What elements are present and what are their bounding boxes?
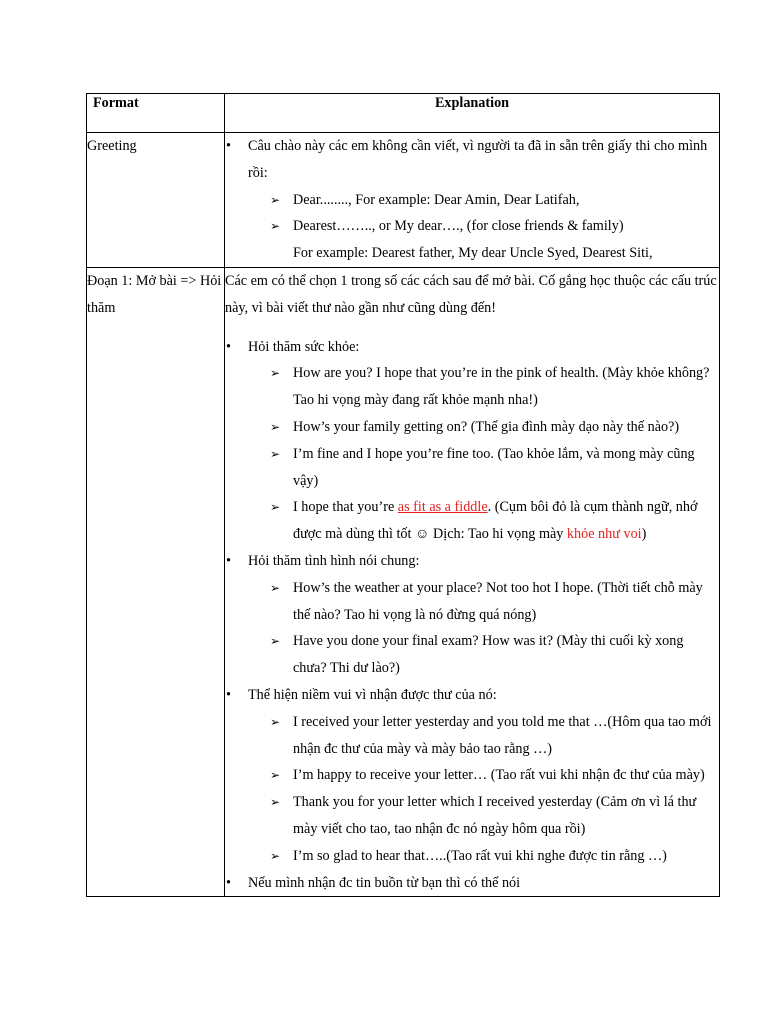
fiddle-idiom: as fit as a fiddle	[397, 499, 488, 516]
general-bullet: • Hỏi thăm tình hình nói chung:	[225, 548, 719, 575]
greeting-label: Greeting	[87, 133, 225, 268]
doan1-explanation	[225, 267, 720, 896]
joy-item: ➢ Thank you for your letter which I received yesterday (Cảm ơn vì lá thư mày viết cho tao, tao nhận đc nó ngày hôm qua rồi)	[225, 789, 719, 843]
format-header: Format	[87, 94, 225, 133]
health-item: ➢ I’m fine and I hope you’re fine too. (Tao khỏe lắm, và mong mày cũng vậy)	[225, 441, 719, 495]
greeting-item: ➢ Dearest…….., or My dear…., (for close friends & family)	[225, 213, 719, 240]
health-item: ➢ How’s your family getting on? (Thế gia đình mày dạo này thế nào?)	[225, 414, 719, 441]
greeting-bullet: • Câu chào này các em không cần viết, vì người ta đã in sẵn trên giấy thi cho mình rồi:	[225, 133, 719, 187]
greeting-row	[87, 133, 720, 268]
doan1-row	[87, 267, 720, 896]
table-header-row	[87, 94, 720, 133]
fiddle-post: )	[641, 526, 647, 543]
greeting-continuation: For example: Dearest father, My dear Uncle Syed, Dearest Siti,	[293, 245, 653, 262]
health-bullet: • Hỏi thăm sức khỏe:	[225, 334, 719, 361]
greeting-explanation	[225, 133, 720, 268]
joy-bullet: • Thể hiện niềm vui vì nhận được thư của nó:	[225, 682, 719, 709]
doan1-intro: Các em có thể chọn 1 trong số các cách sau để mở bài. Cố gắng học thuộc các cấu trúc này, vì bài viết thư nào gần như cũng dùng đến!	[225, 272, 717, 316]
explanation-header: Explanation	[225, 94, 720, 133]
health-item-fiddle	[225, 494, 719, 548]
fiddle-mid: . (Cụm bôi đỏ là cụm thành ngữ, nhớ được mà dùng thì tốt ☺ Dịch: Tao hi vọng mày	[293, 499, 698, 543]
joy-item: ➢ I’m happy to receive your letter… (Tao rất vui khi nhận đc thư của mày)	[225, 762, 719, 789]
sad-news-bullet: • Nếu mình nhận đc tin buồn từ bạn thì có thể nói	[225, 870, 719, 897]
greeting-item: ➢ Dear........, For example: Dear Amin, Dear Latifah,	[225, 187, 719, 214]
doan1-label: Đoạn 1: Mở bài => Hỏi thăm	[87, 267, 225, 896]
general-item: ➢ How’s the weather at your place? Not too hot I hope. (Thời tiết chỗ mày thế nào? Tao hi vọng là nó đừng quá nóng)	[225, 575, 719, 629]
fiddle-translation: khỏe như voi	[566, 526, 642, 543]
health-item: ➢ How are you? I hope that you’re in the pink of health. (Mày khỏe không? Tao hi vọng mày đang rất khỏe mạnh nha!)	[225, 360, 719, 414]
format-table	[86, 93, 720, 897]
joy-item: ➢ I’m so glad to hear that…..(Tao rất vui khi nghe được tin rằng …)	[225, 843, 719, 870]
joy-item: ➢ I received your letter yesterday and you told me that …(Hôm qua tao mới nhận đc thư của mày và mày bảo tao rằng …)	[225, 709, 719, 763]
fiddle-pre: I hope that you’re	[293, 499, 398, 516]
general-item: ➢ Have you done your final exam? How was it? (Mày thi cuối kỳ xong chưa? Thi dư lào?)	[225, 628, 719, 682]
